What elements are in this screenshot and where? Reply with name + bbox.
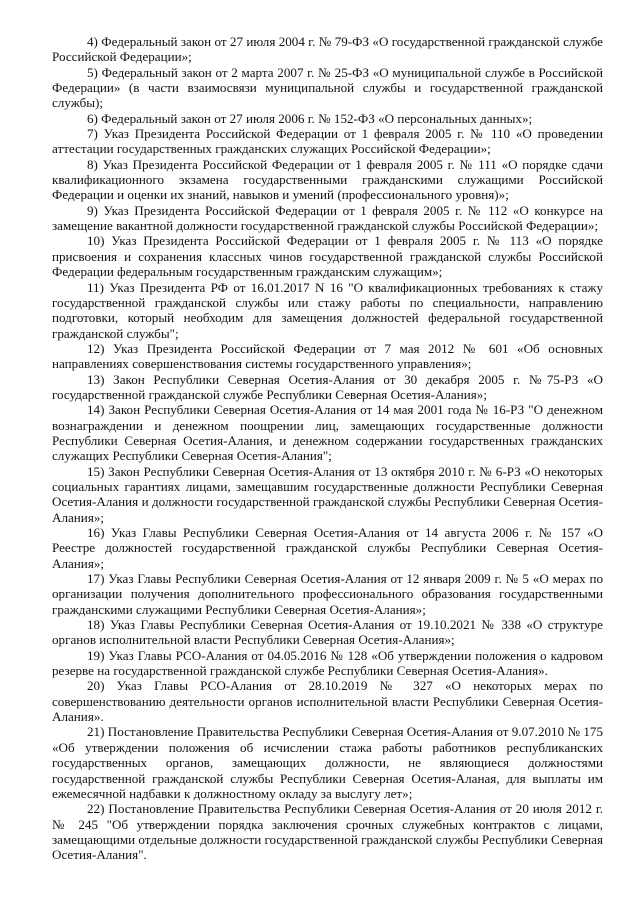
list-item-6: 6) Федеральный закон от 27 июля 2006 г. № 152-ФЗ «О персональных данных»; — [87, 110, 533, 126]
list-item-19: 19) Указ Главы РСО-Алания от 04.05.2016 № 128 «Об утверждении положения о кадровом резерве на государственной гражданской службе Республики Северная Осетия-Алания». — [52, 647, 603, 679]
list-item-8: 8) Указ Президента Российской Федерации от 1 февраля 2005 г. № 111 «О порядке сдачи квалификационного экзамена государственными гражданскими служащими Российской Федерации и оценки их знаний, навыков и умений (профессионального уровня)»; — [52, 156, 603, 203]
list-item-17: 17) Указ Главы Республики Северная Осетия-Алания от 12 января 2009 г. № 5 «О мерах по организации получения дополнительного профессионального образования государственными гражданскими служащими Республики Северная Осетия-Алания»; — [52, 571, 603, 617]
list-item-14: 14) Закон Республики Северная Осетия-Алания от 14 мая 2001 года № 16-РЗ "О денежном вознаграждении и денежном поощрении лиц, замещающих государственные должности Республики Северная Осетия-Алания, и денежном содержании государственных гражданских служащих Республики Северная Осетия-Алания"; — [52, 402, 603, 464]
list-item-13: 13) Закон Республики Северная Осетия-Алания от 30 декабря 2005 г. №75-РЗ «О государственной гражданской службе Республики Северная Осетия-Алания»; — [52, 371, 603, 402]
list-item-10: 10) Указ Президента Российской Федерации от 1 февраля 2005 г. № 113 «О порядке присвоения и сохранения классных чинов государственной гражданской службы Российской Федерации федеральным государственным гражданским служащим»; — [52, 233, 603, 280]
list-item-4: 4) Федеральный закон от 27 июля 2004 г. № 79-ФЗ «О государственной гражданской службе Российской Федерации»; — [52, 34, 603, 65]
list-item-15: 15) Закон Республики Северная Осетия-Алания от 13 октября 2010 г. № 6-РЗ «О некоторых социальных гарантиях лицами, замещавшим государственные должности Республики Северная Осетия-Алания и должности государственной гражданской службы Республики Северная Осетия-Алания»; — [52, 463, 603, 525]
list-item-16: 16) Указ Главы Республики Северная Осетия-Алания от 14 августа 2006 г. № 157 «О Реестре должностей государственной гражданской службы Республики Северная Осетия-Алания»; — [52, 525, 603, 571]
list-item-7: 7) Указ Президента Российской Федерации от 1 февраля 2005 г. № 110 «О проведении аттестации государственных гражданских служащих Российской Федерации»; — [52, 126, 603, 157]
list-item-18: 18) Указ Главы Республики Северная Осетия-Алания от 19.10.2021 № 338 «О структуре органов исполнительной власти Республики Северная Осетия-Алания»; — [52, 617, 603, 648]
list-item-20: 20) Указ Главы РСО-Алания от 28.10.2019 № 327 «О некоторых мерах по совершенствованию деятельности органов исполнительной власти Республики Северная Осетия-Алания». — [52, 678, 603, 725]
list-item-22: 22) Постановление Правительства Республики Северная Осетия-Алания от 20 июля 2012 г. № 245 "Об утверждении порядка заключения срочных служебных контрактов с лицами, замещающими отдельные должности государственной гражданской службы Республики Северная Осетия-Алания". — [52, 801, 603, 863]
list-item-5: 5) Федеральный закон от 2 марта 2007 г. № 25-ФЗ «О муниципальной службе в Российской Федерации» (в части взаимосвязи муниципальной службы и государственной гражданской службы); — [52, 64, 603, 111]
list-item-11: 11) Указ Президента РФ от 16.01.2017 N 16 "О квалификационных требованиях к стажу государственной гражданской службы или стажу работы по специальности, направлению подготовки, который необходим для замещения должностей федеральной государственной гражданской службы"; — [52, 279, 603, 341]
list-item-21: 21) Постановление Правительства Республики Северная Осетия-Алания от 9.07.2010 № 175 «Об утверждении положения об исчислении стажа работы работников республиканских государственных органов, замещающих должности, не являющиеся должностями государственной гражданской службы Республики Северная Осетия-Аланая, для выплаты им ежемесячной надбавки к должностному окладу за выслугу лет»; — [52, 724, 603, 801]
list-item-12: 12) Указ Президента Российской Федерации от 7 мая 2012 № 601 «Об основных направлениях совершенствования системы государственного управления»; — [52, 340, 603, 372]
list-item-9: 9) Указ Президента Российской Федерации от 1 февраля 2005 г. № 112 «О конкурсе на замещение вакантной должности государственной гражданской службы Российской Федерации»; — [52, 202, 603, 234]
document-page — [52, 34, 603, 863]
